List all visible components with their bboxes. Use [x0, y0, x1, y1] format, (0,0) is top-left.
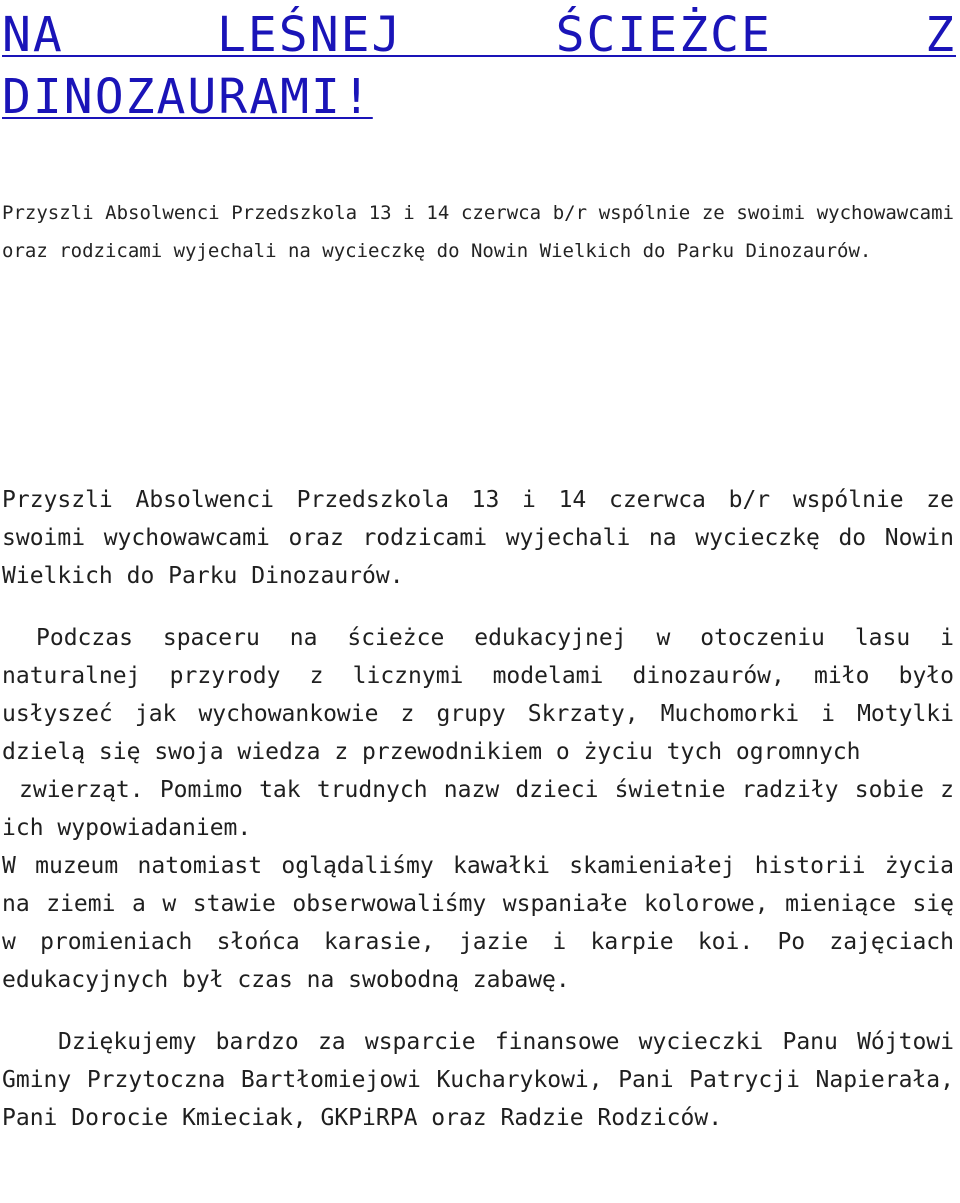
walk-paragraph-text: Podczas spaceru na ścieżce edukacyjnej w otoczeniu lasu i naturalnej przyrody z licznymi modelami dinozaurów, miło było usłyszeć jak wychowankowie z grupy Skrzaty, Muchomorki i Motylki dzielą się swoja wiedza z przewodnikiem o życiu tych ogromnych — [2, 625, 954, 765]
walk-paragraph-continued-text: zwierząt. Pomimo tak trudnych nazw dzieci świetnie radziły sobie z ich wypowiadaniem. — [2, 777, 954, 841]
article-body — [2, 481, 954, 1137]
paragraph-spacer — [2, 999, 954, 1023]
walk-paragraph — [2, 619, 954, 771]
thanks-paragraph — [2, 1023, 954, 1137]
article-title — [2, 4, 956, 128]
museum-paragraph: W muzeum natomiast oglądaliśmy kawałki skamieniałej historii życia na ziemi a w stawie obserwowaliśmy wspaniałe kolorowe, mieniące się w promieniach słońca karasie, jazie i karpie koi. Po zajęciach edukacyjnych był czas na swobodną zabawę. — [2, 853, 954, 993]
intro-paragraph: Przyszli Absolwenci Przedszkola 13 i 14 czerwca b/r wspólnie ze swoimi wychowawcami oraz rodzicami wyjechali na wycieczkę do Nowin Wielkich do Parku Dinozaurów. — [2, 487, 954, 589]
paragraph-spacer — [2, 595, 954, 619]
thanks-paragraph-text: Dziękujemy bardzo za wsparcie finansowe wycieczki Panu Wójtowi Gminy Przytoczna Bartłomiejowi Kucharykowi, Pani Patrycji Napierała, Pani Dorocie Kmieciak, GKPiRPA oraz Radzie Rodziców. — [2, 1029, 954, 1131]
article-excerpt: Przyszli Absolwenci Przedszkola 13 i 14 czerwca b/r wspólnie ze swoimi wychowawcami oraz rodzicami wyjechali na wycieczkę do Nowin Wielkich do Parku Dinozaurów. — [2, 202, 954, 262]
article-title-link[interactable]: NA LEŚNEJ ŚCIEŻCE Z DINOZAURAMI! — [2, 7, 956, 125]
walk-paragraph-continued — [2, 771, 954, 847]
